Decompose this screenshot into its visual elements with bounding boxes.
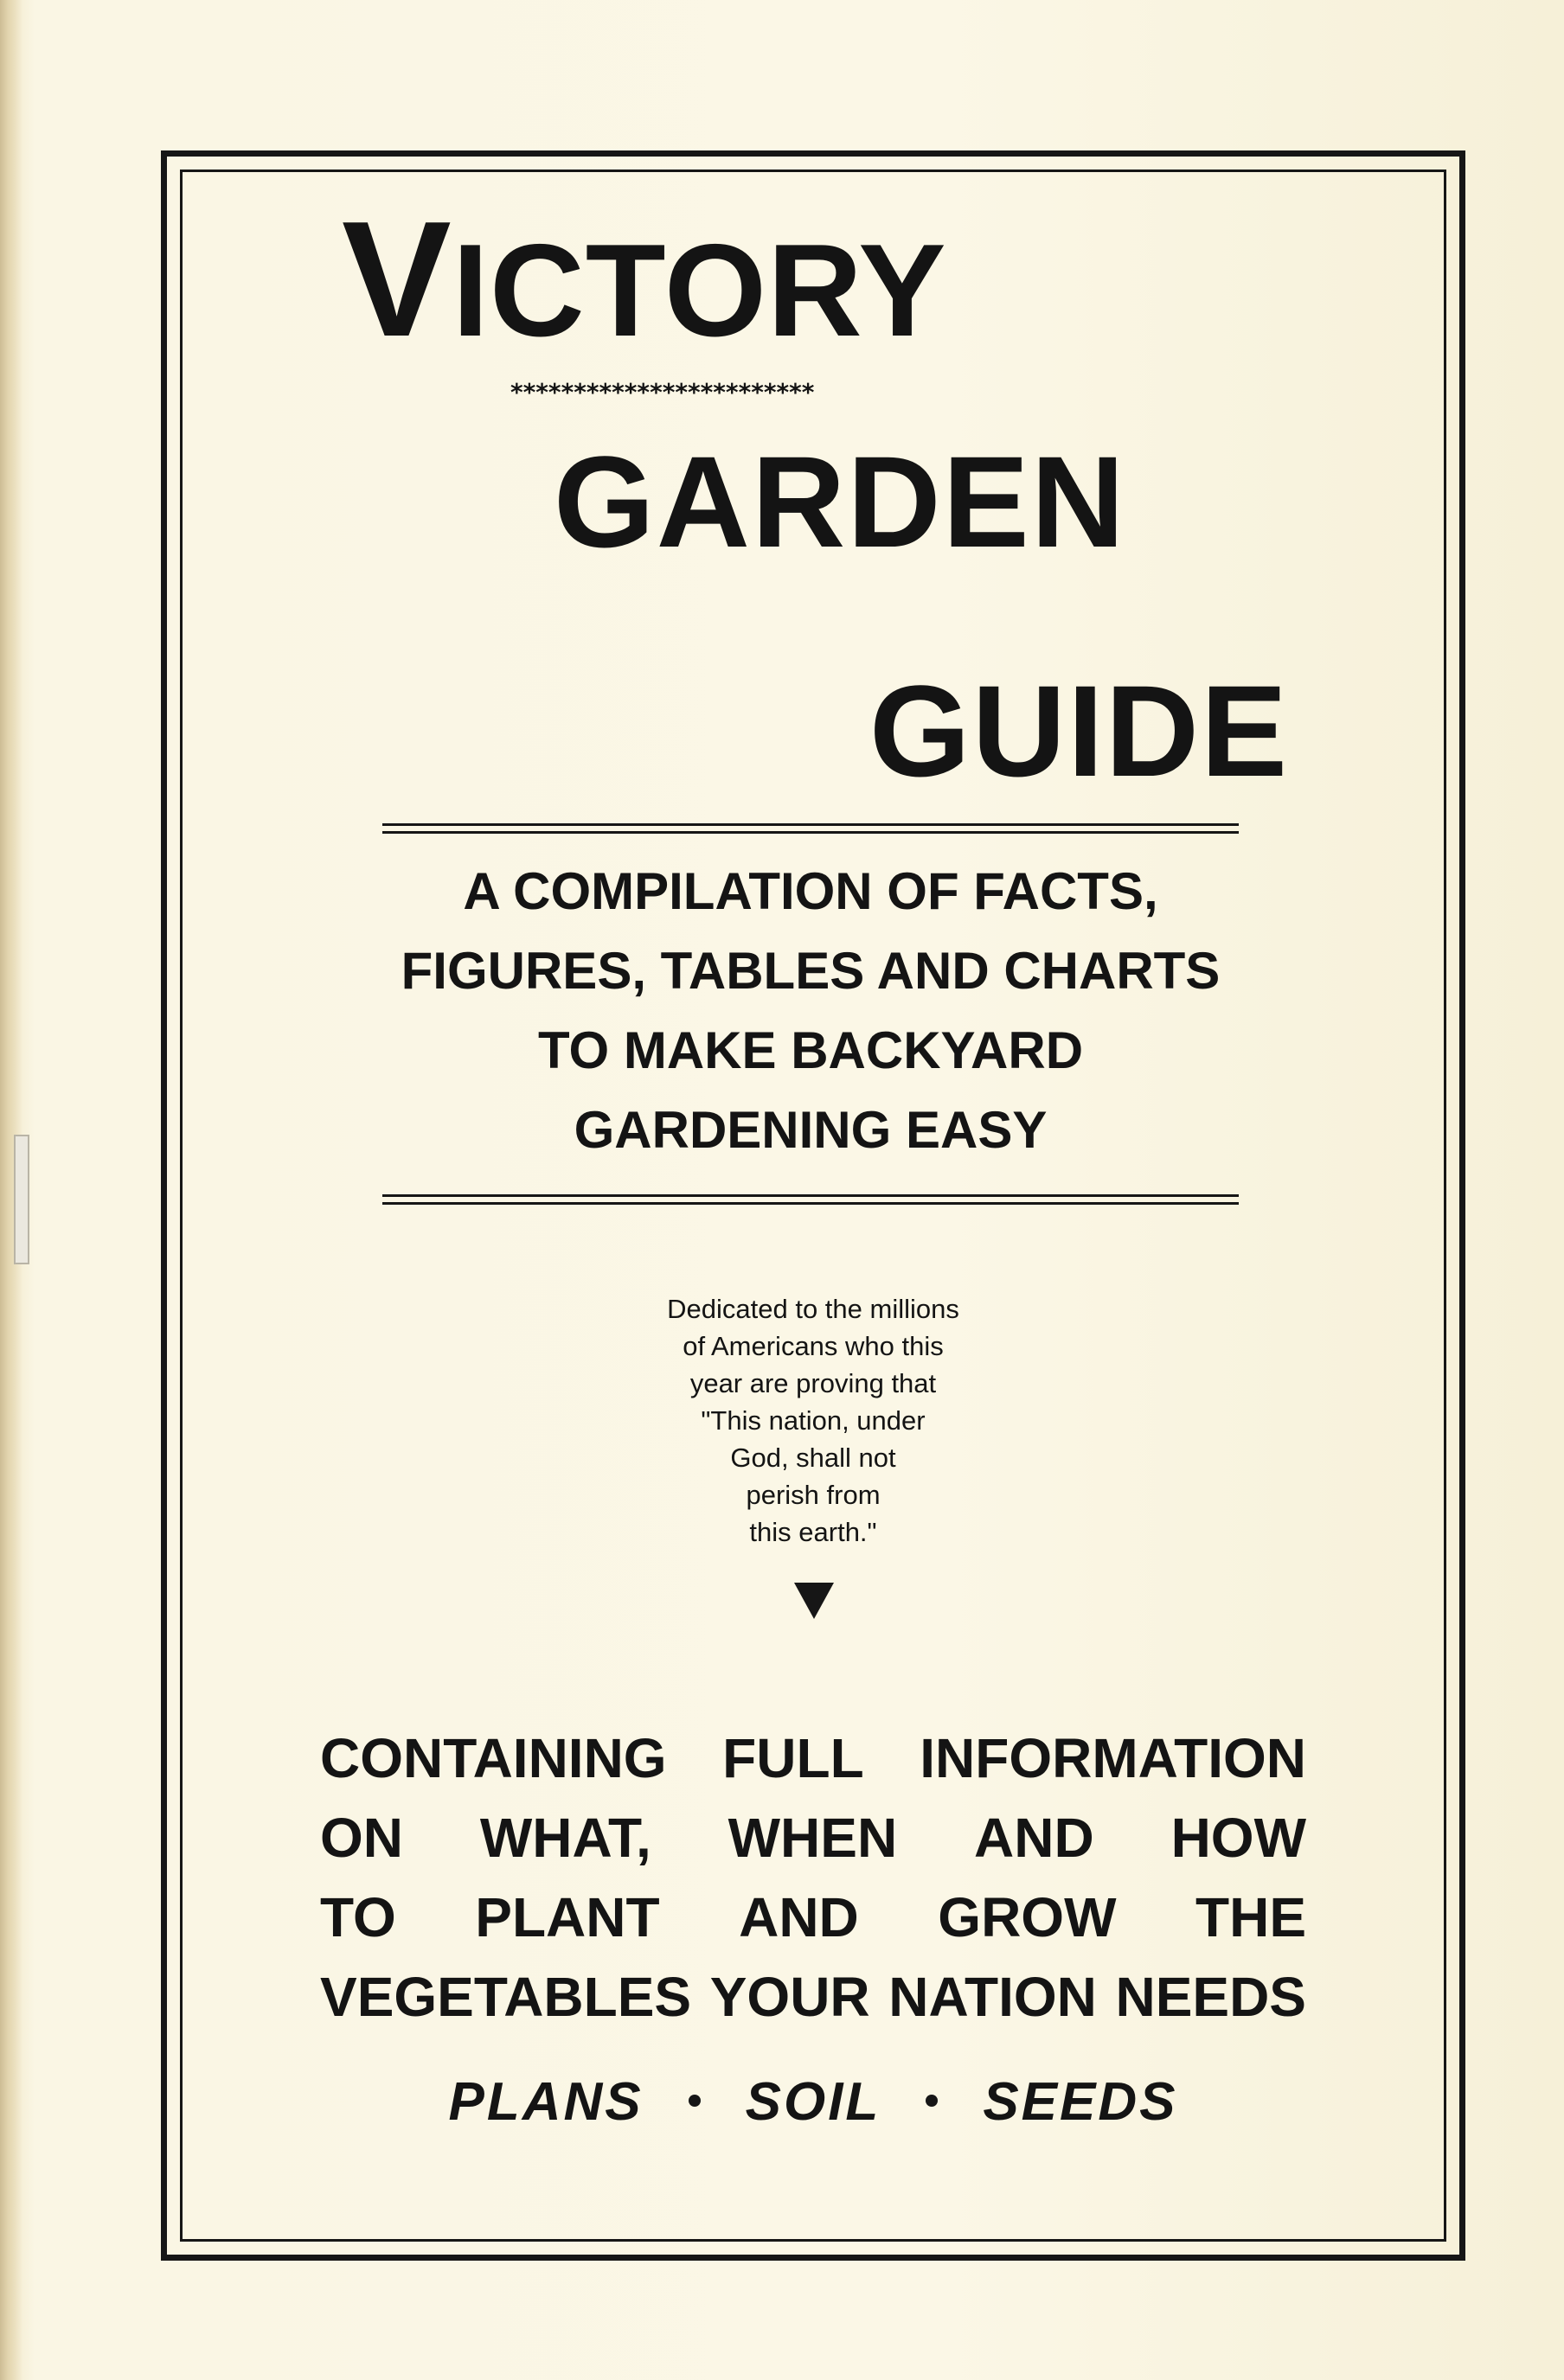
containing-word: AND <box>739 1886 859 1948</box>
containing-word: NEEDS <box>1115 1966 1306 2028</box>
down-triangle-icon <box>794 1583 834 1619</box>
containing-word: AND <box>974 1807 1094 1869</box>
bullet-dot-icon <box>926 2095 938 2107</box>
footer-item-plans: PLANS <box>448 2072 644 2132</box>
containing-word: TO <box>320 1886 396 1948</box>
star-divider: ************************ <box>510 381 815 405</box>
footer-item-seeds: SEEDS <box>983 2072 1178 2132</box>
title-victory <box>342 188 947 371</box>
containing-line <box>320 1718 1306 1798</box>
containing-line <box>320 1798 1306 1878</box>
title-victory-initial: V <box>342 188 452 371</box>
dedication-line: year are proving that <box>689 1368 937 1398</box>
subtitle-block <box>382 852 1239 1170</box>
title-garden: GARDEN <box>554 429 1127 574</box>
dedication-block <box>554 1290 1073 1551</box>
footer-tagline <box>320 2072 1306 2132</box>
dedication-line: of Americans who this <box>683 1331 944 1361</box>
staple <box>14 1135 29 1264</box>
containing-word: CONTAINING <box>320 1727 667 1789</box>
subtitle-line: FIGURES, TABLES AND CHARTS <box>401 942 1221 1000</box>
dedication-line: God, shall not <box>730 1443 896 1473</box>
containing-word: WHEN <box>728 1807 898 1869</box>
dedication-line: this earth." <box>749 1517 877 1547</box>
subtitle-line: GARDENING EASY <box>574 1101 1048 1159</box>
containing-block <box>320 1718 1306 2037</box>
containing-word: VEGETABLES <box>320 1966 692 2028</box>
subtitle-line: TO MAKE BACKYARD <box>537 1021 1084 1079</box>
containing-word: PLANT <box>475 1886 660 1948</box>
title-guide: GUIDE <box>869 658 1290 803</box>
containing-word: THE <box>1195 1886 1306 1948</box>
title-victory-rest: ICTORY <box>452 217 947 364</box>
dedication-line: perish from <box>746 1480 881 1510</box>
containing-word: HOW <box>1170 1807 1306 1869</box>
containing-word: INFORMATION <box>920 1727 1306 1789</box>
containing-word: NATION <box>888 1966 1097 2028</box>
double-rule-top <box>382 823 1239 834</box>
containing-line <box>320 1957 1306 2037</box>
double-rule-bottom <box>382 1194 1239 1205</box>
containing-word: WHAT, <box>479 1807 651 1869</box>
containing-word: ON <box>320 1807 403 1869</box>
footer-item-soil: SOIL <box>745 2072 881 2132</box>
dedication-line: Dedicated to the millions <box>667 1294 959 1324</box>
containing-word: YOUR <box>709 1966 870 2028</box>
subtitle-line: A COMPILATION OF FACTS, <box>463 862 1158 920</box>
containing-line <box>320 1878 1306 1957</box>
bullet-dot-icon <box>689 2095 701 2107</box>
dedication-line: "This nation, under <box>701 1405 926 1436</box>
containing-word: GROW <box>938 1886 1117 1948</box>
containing-word: FULL <box>722 1727 864 1789</box>
